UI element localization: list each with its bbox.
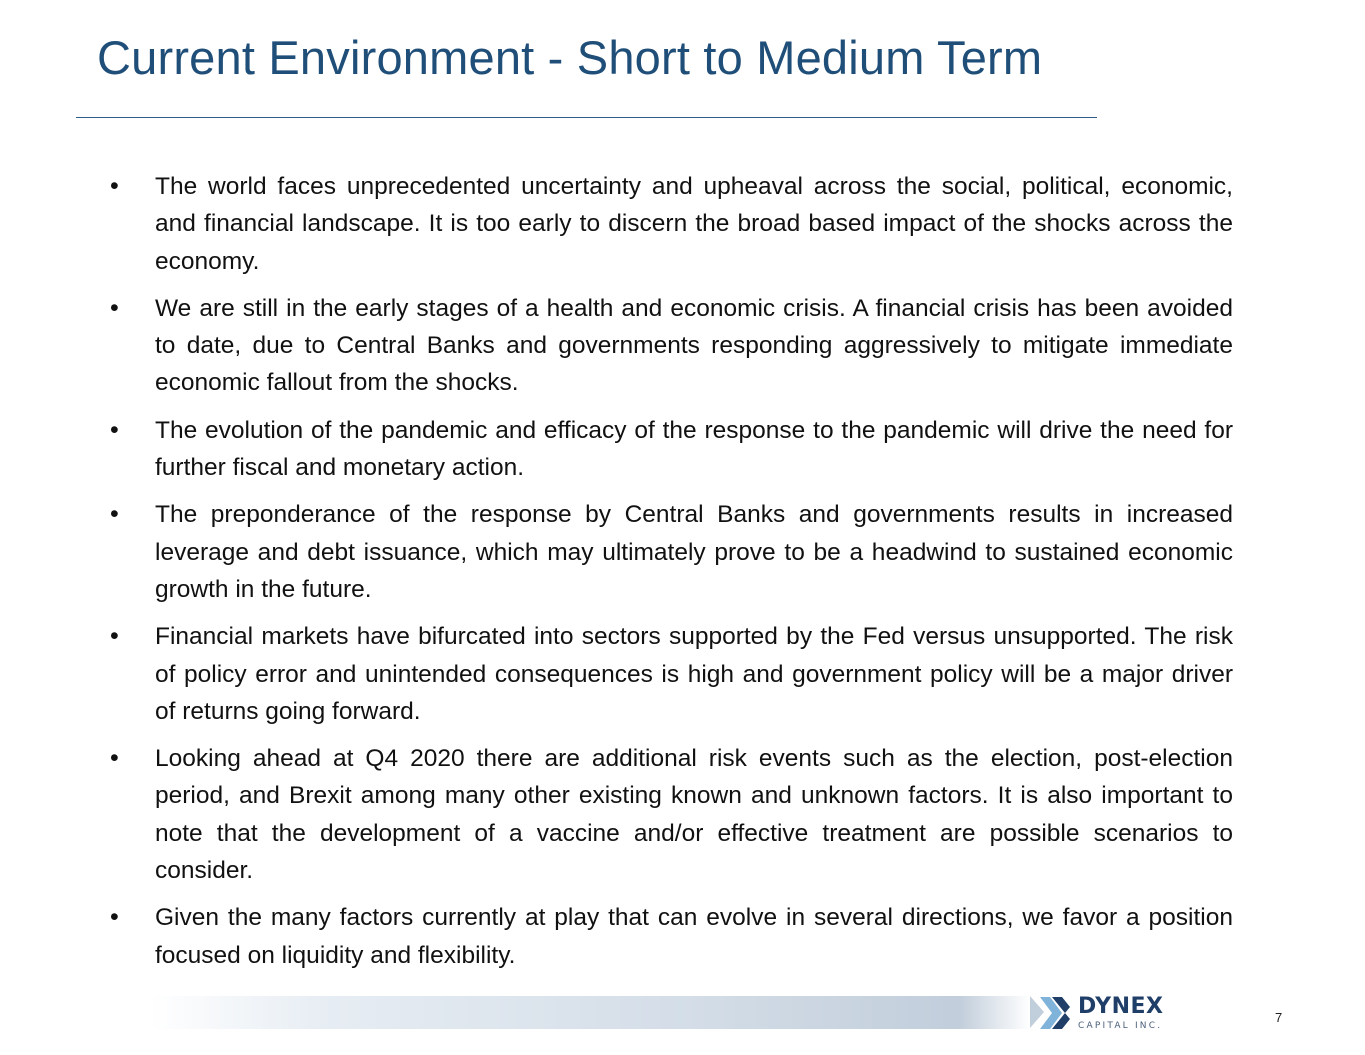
bullet-marker: • xyxy=(110,415,119,444)
bullet-item xyxy=(110,290,1233,402)
page-number: 7 xyxy=(1275,1010,1283,1025)
bullet-marker: • xyxy=(110,903,119,932)
bullet-marker: • xyxy=(110,622,119,651)
bullet-item xyxy=(110,899,1233,974)
bullet-text: We are still in the early stages of a health and economic crisis. A financial crisis has been avoided to date, due to Central Banks and governments responding aggressively to mitigate immediate economic fallout from the shocks. xyxy=(155,294,1233,397)
bullet-item xyxy=(110,618,1233,730)
bullet-list xyxy=(110,168,1233,984)
bullet-text: Given the many factors currently at play that can evolve in several directions, we favor a position focused on liquidity and flexibility. xyxy=(155,904,1233,969)
bullet-marker: • xyxy=(110,293,119,322)
logo-subtitle: CAPITAL INC. xyxy=(1078,1020,1163,1031)
footer-band xyxy=(150,996,1030,1029)
company-logo xyxy=(1038,993,1178,1033)
bullet-item xyxy=(110,740,1233,889)
slide-title: Current Environment - Short to Medium Term xyxy=(97,31,1043,84)
bullet-text: The evolution of the pandemic and efficacy of the response to the pandemic will drive the need for further fiscal and monetary action. xyxy=(155,416,1233,482)
bullet-text: Financial markets have bifurcated into sectors supported by the Fed versus unsupported. The risk of policy error and unintended consequences is high and government policy will be a major driver of returns going forward. xyxy=(155,623,1233,725)
bullet-text: The preponderance of the response by Central Banks and governments results in increased leverage and debt issuance, which may ultimately prove to be a headwind to sustained economic growth in the future. xyxy=(155,501,1233,603)
bullet-item xyxy=(110,168,1233,280)
bullet-marker: • xyxy=(110,172,119,200)
logo-name: DYNEX xyxy=(1078,993,1164,1019)
bullet-marker: • xyxy=(110,500,119,529)
dynex-x-icon xyxy=(1038,995,1072,1031)
title-divider xyxy=(76,117,1097,118)
logo-wordmark xyxy=(1078,993,1164,1031)
bullet-text: Looking ahead at Q4 2020 there are additional risk events such as the election, post-election period, and Brexit among many other existing known and unknown factors. It is also important to note that the development of a vaccine and/or effective treatment are possible scenarios to consider. xyxy=(155,745,1233,885)
bullet-marker: • xyxy=(110,744,119,773)
bullet-item xyxy=(110,496,1233,608)
bullet-text: The world faces unprecedented uncertainty and upheaval across the social, political, economic, and financial landscape. It is too early to discern the broad based impact of the shocks across the economy. xyxy=(155,173,1233,275)
bullet-item xyxy=(110,412,1233,487)
